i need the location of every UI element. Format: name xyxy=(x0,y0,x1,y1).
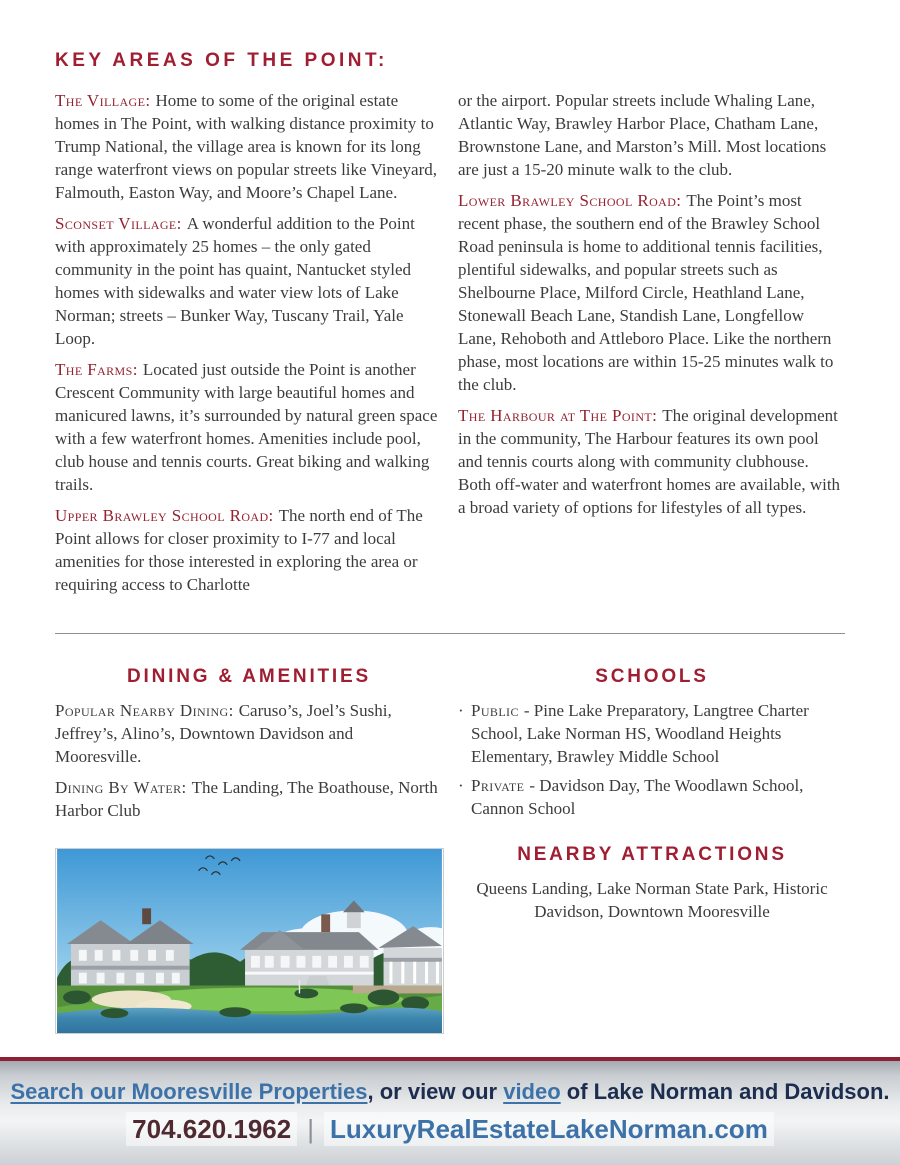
schools-public-item xyxy=(458,699,846,768)
dining-column xyxy=(55,666,443,1034)
dining-text: The Landing, The Boathouse, North Harbor Club xyxy=(55,778,438,820)
schools-column xyxy=(458,666,846,1034)
schools-label: Private xyxy=(471,776,525,795)
key-areas-right-column xyxy=(458,89,846,604)
page-title: KEY AREAS OF THE POINT: xyxy=(55,50,388,71)
section-upper-brawley xyxy=(55,504,443,596)
schools-label: Public xyxy=(471,701,519,720)
dining-text: Caruso’s, Joel’s Sushi, Jeffrey’s, Alino’s, Downtown Davidson and Mooresville. xyxy=(55,701,392,766)
bullet-dot: · xyxy=(458,701,464,720)
schools-text: - Pine Lake Preparatory, Langtree Charter School, Lake Norman HS, Woodland Heights Elementary, Brawley Middle School xyxy=(471,701,809,766)
footer-mid-text: , or view our xyxy=(367,1079,504,1104)
section-text: The Point’s most recent phase, the southern end of the Brawley School Road peninsula is home to additional tennis facilities, plentiful sidewalks, and popular streets such as Shelbourne Place, Milford Circle, Heathland Lane, Stonewall Beach Lane, Standish Lane, Longfellow Lane, Rehoboth and Attleboro Place. Like the northern phase, most locations are within 15-25 minutes walk to the club. xyxy=(458,191,834,394)
section-harbour xyxy=(458,404,846,519)
section-label: The Farms: xyxy=(55,360,138,379)
section-sconset-village xyxy=(55,212,443,350)
schools-heading: SCHOOLS xyxy=(595,666,709,687)
dining-label: Dining By Water: xyxy=(55,778,187,797)
video-link[interactable]: video xyxy=(503,1079,561,1104)
section-text: The north end of The Point allows for closer proximity to I-77 and local amenities for those interested in exploring the area or requiring access to Charlotte xyxy=(55,506,423,594)
schools-text: - Davidson Day, The Woodlawn School, Cannon School xyxy=(471,776,804,818)
section-label: Lower Brawley School Road: xyxy=(458,191,682,210)
section-text: A wonderful addition to the Point with approximately 25 homes – the only gated community in the point has quaint, Nantucket styled homes with sidewalks and water view lots of Lake Norman; streets – Bunker Way, Tuscany Trail, Yale Loop. xyxy=(55,214,415,348)
section-lower-brawley xyxy=(458,189,846,396)
phone-number: 704.620.1962 xyxy=(126,1112,297,1146)
key-areas-columns xyxy=(55,89,845,604)
dining-nearby xyxy=(55,699,443,768)
bullet-dot: · xyxy=(458,776,464,795)
dining-label: Popular Nearby Dining: xyxy=(55,701,234,720)
dining-heading: DINING & AMENITIES xyxy=(127,666,371,687)
clubhouse-photo xyxy=(55,848,444,1034)
section-continuation xyxy=(458,89,846,181)
section-label: The Village: xyxy=(55,91,151,110)
section-label: Sconset Village: xyxy=(55,214,182,233)
lower-columns xyxy=(55,666,845,1034)
section-label: The Harbour at The Point: xyxy=(458,406,658,425)
footer-end-text: of Lake Norman and Davidson. xyxy=(560,1079,890,1104)
section-text: or the airport. Popular streets include Whaling Lane, Atlantic Way, Brawley Harbor Place, Chatham Lane, Brownstone Lane, and Marston’s Mill. Most locations are just a 15-20 minute walk to the club. xyxy=(458,91,827,179)
section-the-farms xyxy=(55,358,443,496)
footer-contact-line xyxy=(0,1114,900,1145)
schools-private-item xyxy=(458,774,846,820)
section-text: Located just outside the Point is another Crescent Community with large beautiful homes and manicured lawns, it’s surrounded by natural green space with a few waterfront homes. Amenities include pool, club house and tennis courts. Great biking and walking trails. xyxy=(55,360,438,494)
footer-cta-line xyxy=(0,1079,900,1105)
section-divider xyxy=(55,633,845,634)
footer-separator: | xyxy=(307,1114,314,1144)
section-the-village xyxy=(55,89,443,204)
footer-bar xyxy=(0,1057,900,1165)
properties-link[interactable]: Search our Mooresville Properties xyxy=(10,1079,368,1104)
section-label: Upper Brawley School Road: xyxy=(55,506,274,525)
section-text: The original development in the community, The Harbour features its own pool and tennis courts along with community clubhouse. Both off-water and waterfront homes are available, with a broad variety of options for lifestyles of all types. xyxy=(458,406,841,517)
section-text: Home to some of the original estate homes in The Point, with walking distance proximity to Trump National, the village area is known for its long range waterfront views on popular streets like Vineyard, Falmouth, Easton Way, and Moore’s Chapel Lane. xyxy=(55,91,437,202)
dining-by-water xyxy=(55,776,443,822)
attractions-text: Queens Landing, Lake Norman State Park, Historic Davidson, Downtown Mooresville xyxy=(476,879,828,921)
website-link[interactable]: LuxuryRealEstateLakeNorman.com xyxy=(324,1112,774,1146)
key-areas-left-column xyxy=(55,89,443,604)
attractions-heading: NEARBY ATTRACTIONS xyxy=(517,844,787,865)
